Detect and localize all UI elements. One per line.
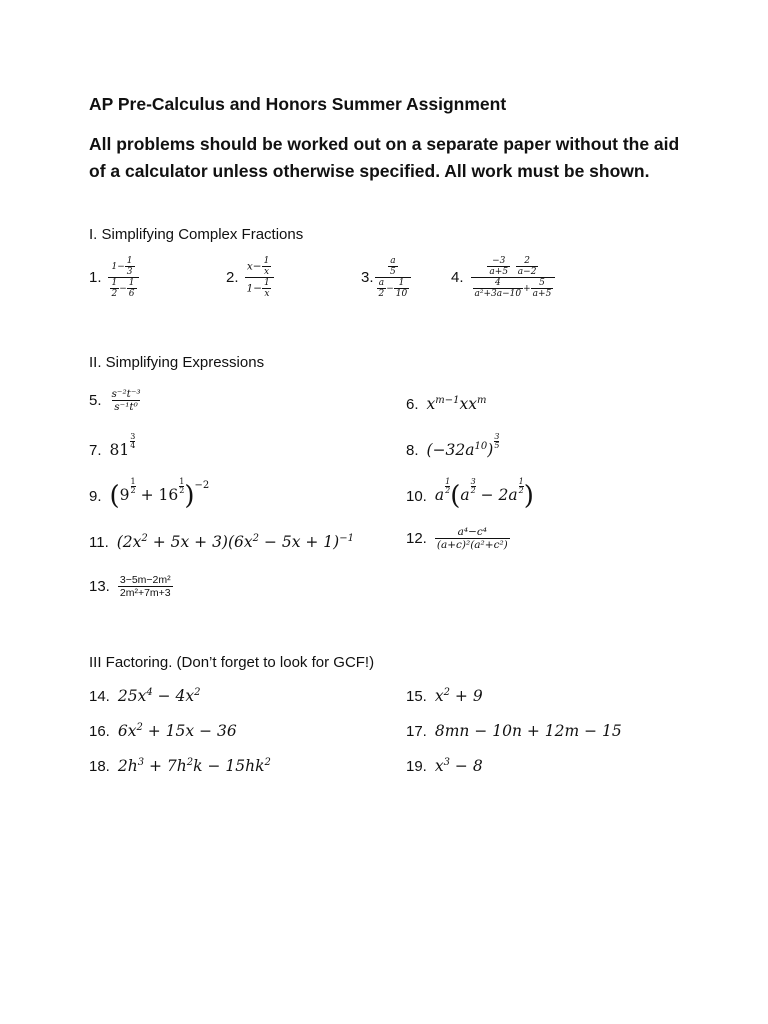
text: x− [246, 260, 262, 273]
text: 6x [117, 722, 137, 740]
text: 5 [494, 441, 500, 450]
problem-14 [89, 687, 201, 705]
text: 1 [445, 477, 451, 486]
text: 3 [126, 267, 133, 277]
instructions: All problems should be worked out on a separate paper without the aid of a calculator unless otherwise specified. All work must be shown. [89, 134, 680, 181]
text: 2 [518, 486, 524, 495]
text: 4 [494, 278, 501, 288]
text: (−32a [426, 441, 475, 459]
problem-4 [451, 256, 555, 299]
text: x [264, 289, 270, 299]
text: 2 [252, 532, 260, 544]
text: x [459, 395, 469, 413]
text: 2 [524, 256, 530, 266]
problem-18 [89, 757, 271, 775]
problem-7-expression [109, 432, 136, 459]
text: a [378, 278, 385, 288]
problem-10 [406, 477, 534, 511]
text: a⁴−c⁴ [457, 526, 487, 538]
problem-16 [89, 722, 237, 740]
problem-10-expression: a $\frac{1}{2}$ (a $\frac{3}{2}$ − 2a $\frac{1}{2}$ ) [434, 477, 534, 511]
problem-17-expression: 8mn − 10n + 12m − 15 [434, 722, 622, 740]
text: 9 [119, 486, 130, 504]
page-title: AP Pre-Calculus and Honors Summer Assignment [89, 94, 507, 114]
text: 1 [130, 477, 136, 486]
text: 2 [111, 289, 118, 299]
problem-number: 19. [406, 757, 427, 775]
text: a²+3a−10 [474, 289, 522, 299]
text: 10 [395, 289, 408, 299]
problem-4-fraction [471, 256, 556, 299]
problem-15 [406, 687, 483, 705]
problem-7 [89, 432, 136, 459]
problem-17 [406, 722, 622, 740]
text: 3 [137, 756, 145, 768]
text: 3 [130, 432, 136, 441]
problem-3-fraction [375, 256, 412, 299]
problem-number: 13. [89, 578, 110, 595]
text: 16 [158, 486, 179, 504]
text: (2x [116, 533, 142, 551]
text: 1 [128, 278, 135, 288]
problem-number: 9. [89, 487, 102, 505]
section-heading-complex-fractions: I. Simplifying Complex Fractions [89, 226, 304, 243]
text: 2m²+7m+3 [119, 587, 171, 599]
text: 5 [390, 267, 396, 277]
text: 25x [117, 687, 147, 705]
problem-9 [89, 477, 210, 511]
text: − 4x [152, 687, 195, 705]
text: x [468, 395, 477, 413]
problem-1 [89, 256, 139, 299]
text: 1 [518, 477, 524, 486]
problem-9-expression: (9 $\frac{1}{2}$ + 16 $\frac{1}{2}$ )$^{-2}$ [109, 477, 210, 511]
problem-number: 1. [89, 269, 102, 286]
problem-8 [406, 432, 500, 459]
problem-number: 6. [406, 395, 419, 413]
section-heading-simplifying-expressions: II. Simplifying Expressions [89, 354, 265, 371]
text: 1 [179, 477, 185, 486]
problem-3 [361, 256, 411, 299]
problem-2-fraction [245, 256, 274, 299]
text: − 8 [449, 757, 483, 775]
problem-number: 15. [406, 687, 427, 705]
problem-11-expression [117, 533, 354, 551]
problem-14-expression [118, 687, 201, 705]
text: 1 [111, 278, 118, 288]
text: − [119, 284, 127, 294]
text: a+5 [532, 289, 552, 299]
problem-18-expression [118, 757, 271, 775]
problem-6 [406, 395, 486, 413]
text: 2 [136, 721, 143, 733]
text: 4 [146, 686, 153, 698]
text: 1 [264, 278, 270, 288]
text: + 9 [449, 687, 483, 705]
problem-number: 14. [89, 687, 110, 705]
text: + [135, 486, 159, 504]
text: x [434, 687, 444, 705]
problem-number: 12. [406, 530, 427, 547]
text: m [477, 394, 487, 406]
text: 1− [246, 282, 262, 295]
problem-number: 18. [89, 757, 110, 775]
problem-number: 5. [89, 392, 102, 409]
text: + 15x − 36 [142, 722, 237, 740]
text: + [523, 284, 531, 294]
text: a+5 [489, 267, 509, 277]
text: 2 [378, 289, 385, 299]
text: x [263, 267, 270, 277]
problem-number: 3. [361, 269, 374, 286]
problem-11 [89, 533, 354, 551]
text: + 7h [144, 757, 187, 775]
problem-12-fraction [435, 526, 510, 551]
problem-number: 16. [89, 722, 110, 740]
problem-number: 2. [226, 269, 239, 286]
problem-number: 17. [406, 722, 427, 740]
text: 2 [445, 486, 451, 495]
text: 2h [117, 757, 138, 775]
problem-number: 10. [406, 487, 427, 505]
problem-5-fraction [110, 388, 143, 413]
text: k − 15hk [193, 757, 265, 775]
text: 1 [126, 256, 133, 266]
text: 2 [194, 686, 201, 698]
text: 3−5m−2m² [119, 574, 171, 586]
text: −1 [339, 532, 354, 544]
problem-1-fraction [108, 256, 139, 299]
text: 2 [179, 486, 185, 495]
text: 1 [398, 278, 405, 288]
text: x [434, 757, 444, 775]
text: x [426, 395, 436, 413]
problem-13 [89, 574, 173, 599]
text: a [390, 256, 396, 266]
text: 3 [470, 477, 476, 486]
problem-number: 4. [451, 269, 464, 286]
text: a [460, 486, 470, 504]
section-heading-factoring: III Factoring. (Don’t forget to look for GCF!) [89, 654, 375, 671]
text: − 5x + 1) [259, 533, 340, 551]
problem-5 [89, 388, 143, 413]
text: 3 [443, 756, 450, 768]
text: 1− [111, 262, 125, 272]
text: (a+c)²(a²+c²) [436, 539, 508, 551]
text: 2 [264, 756, 271, 768]
text: a−2 [517, 267, 537, 277]
problem-13-fraction [118, 574, 173, 599]
text: 2 [443, 686, 450, 698]
problem-2 [226, 256, 274, 299]
problem-19-expression [435, 757, 483, 775]
problem-number: 8. [406, 441, 419, 459]
text: s⁻²t⁻³ [111, 388, 141, 400]
problem-8-expression [426, 432, 500, 459]
problem-19 [406, 757, 483, 775]
problem-6-expression [427, 395, 487, 413]
text: −2 [194, 479, 210, 491]
problem-number: 7. [89, 441, 102, 459]
text: 4 [130, 441, 136, 450]
text: a [434, 486, 445, 504]
text: m−1 [435, 394, 460, 406]
text: 2 [141, 532, 148, 544]
text: + 5x + 3)(6x [147, 533, 253, 551]
text: ) [487, 441, 494, 459]
text: 2 [130, 486, 136, 495]
text: 2 [186, 756, 194, 768]
text: −3 [492, 256, 506, 266]
text: − [386, 284, 394, 294]
problem-16-expression [118, 722, 237, 740]
problem-number: 11. [89, 533, 109, 551]
text: 5 [539, 278, 545, 288]
text: − 2a [475, 486, 518, 504]
text: 3 [494, 432, 500, 441]
text: s⁻¹t⁰ [114, 401, 138, 413]
text: 1 [263, 256, 270, 266]
text: 6 [128, 289, 135, 299]
problem-12 [406, 526, 510, 551]
text: 10 [474, 440, 488, 452]
problem-15-expression [435, 687, 483, 705]
text: 81 [109, 441, 130, 459]
text: 2 [470, 486, 476, 495]
